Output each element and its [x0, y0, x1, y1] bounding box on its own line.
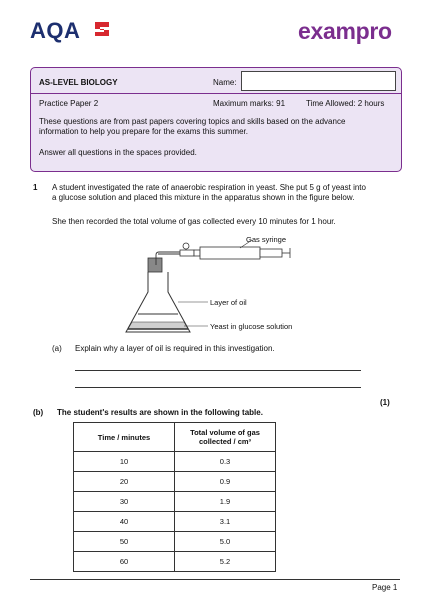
table-cell: 1.9: [175, 492, 276, 512]
table-cell: 30: [74, 492, 175, 512]
table-cell: 5.0: [175, 532, 276, 552]
table-cell: 0.9: [175, 472, 276, 492]
answer-line[interactable]: [75, 387, 361, 388]
paper-info-box: [30, 67, 402, 172]
table-row: [74, 512, 276, 532]
bung: [148, 258, 162, 272]
table-cell: 20: [74, 472, 175, 492]
table-cell: 3.1: [175, 512, 276, 532]
gas-syringe: [194, 247, 290, 259]
tap: [183, 243, 189, 249]
subject-title: AS-LEVEL BIOLOGY: [39, 78, 118, 87]
label-gas-syringe: Gas syringe: [246, 235, 287, 244]
part-a-label: (a): [52, 344, 62, 353]
table-cell: 50: [74, 532, 175, 552]
yeast-solution: [128, 322, 188, 329]
label-yeast: Yeast in glucose solution: [210, 322, 293, 331]
time-allowed: Time Allowed: 2 hours: [306, 99, 385, 108]
table-row: [74, 472, 276, 492]
part-b-label: (b): [33, 408, 44, 417]
paper-description: These questions are from past papers covering topics and skills based on the advance information to help you prepare for the exams this summer.: [39, 117, 346, 136]
max-marks: Maximum marks: 91: [213, 99, 286, 108]
aqa-mark-icon: [93, 20, 111, 38]
name-field[interactable]: [241, 71, 396, 91]
answer-line[interactable]: [75, 370, 361, 371]
table-header: Time / minutes: [74, 423, 175, 452]
table-header: Total volume of gas collected / cm³: [175, 423, 276, 452]
results-table: [73, 422, 276, 572]
table-row: [74, 532, 276, 552]
question-number: 1: [33, 183, 38, 192]
question-recorded: She then recorded the total volume of gas collected every 10 minutes for 1 hour.: [52, 217, 336, 226]
page-number: Page 1: [372, 583, 398, 592]
table-cell: 5.2: [175, 552, 276, 572]
paper-name: Practice Paper 2: [39, 99, 99, 108]
table-cell: 0.3: [175, 452, 276, 472]
name-label: Name:: [213, 78, 237, 87]
info-divider: [31, 93, 401, 94]
table-header-row: [74, 423, 276, 452]
exampro-logo: exampro: [298, 18, 392, 44]
part-a-marks: (1): [380, 398, 390, 407]
aqa-logo: AQA: [30, 18, 81, 43]
table-cell: 10: [74, 452, 175, 472]
table-cell: 60: [74, 552, 175, 572]
label-layer-of-oil: Layer of oil: [210, 298, 247, 307]
part-b-text: The student's results are shown in the following table.: [57, 408, 263, 417]
table-row: [74, 492, 276, 512]
table-row: [74, 452, 276, 472]
instruction-text: Answer all questions in the spaces provided.: [39, 148, 197, 157]
table-cell: 40: [74, 512, 175, 532]
question-intro: A student investigated the rate of anaerobic respiration in yeast. She put 5 g of yeast into a glucose solution and placed this mixture in the apparatus shown in the figure below.: [52, 183, 366, 202]
footer-divider: [30, 579, 400, 580]
table-row: [74, 552, 276, 572]
part-a-text: Explain why a layer of oil is required in this investigation.: [75, 344, 275, 353]
